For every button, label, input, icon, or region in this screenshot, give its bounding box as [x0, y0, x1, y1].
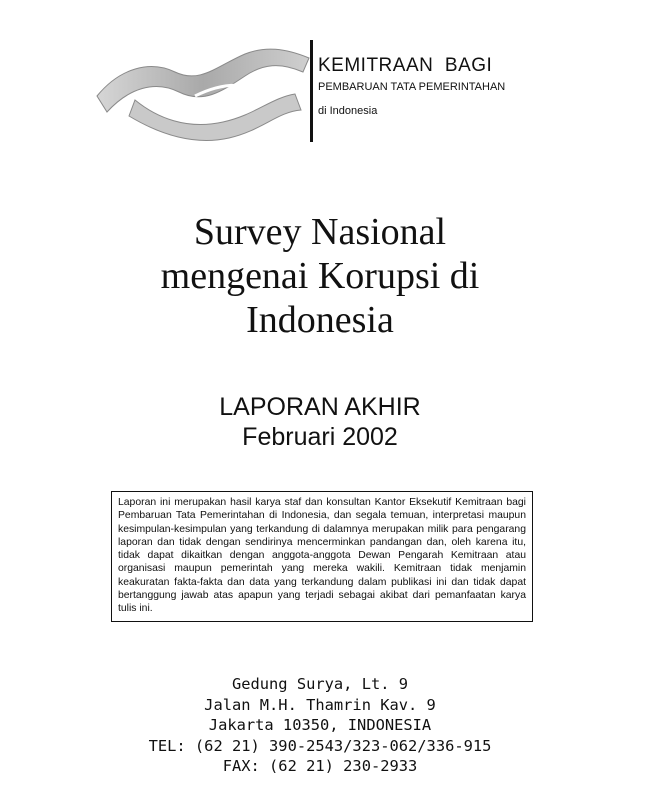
org-name-line1: KEMITRAAN BAGI	[318, 55, 493, 76]
document-title	[0, 210, 640, 342]
address-building: Gedung Surya, Lt. 9	[231, 675, 409, 693]
title-line1: Survey Nasional	[193, 211, 447, 253]
report-type: LAPORAN AKHIR	[219, 393, 421, 421]
address-city: Jakarta 10350, INDONESIA	[208, 716, 432, 734]
org-name-line3: di Indonesia	[318, 105, 378, 117]
organization-name	[318, 54, 505, 118]
address-street: Jalan M.H. Thamrin Kav. 9	[204, 695, 436, 714]
title-line3: Indonesia	[246, 299, 394, 341]
contact-address	[0, 674, 640, 777]
report-subtitle	[0, 392, 640, 452]
ribbon-flag-logo-icon	[95, 38, 310, 148]
report-date: Februari 2002	[242, 423, 398, 451]
header-divider	[310, 40, 313, 142]
address-fax: FAX: (62 21) 230-2933	[222, 757, 418, 775]
org-name-line2: PEMBARUAN TATA PEMERINTAHAN	[318, 81, 506, 93]
title-line2: mengenai Korupsi di	[160, 255, 480, 297]
disclaimer-box: Laporan ini merupakan hasil karya staf dan konsultan Kantor Eksekutif Kemitraan bagi Pembaruan Tata Pemerintahan di Indonesia, dan segala temuan, interpretasi maupun kesimpulan-kesimpulan yang terkandung di dalamnya merupakan milik para pengarang laporan dan tidak dengan sendirinya mencerminkan pandangan dan, oleh karena itu, tidak dapat dikaitkan dengan anggota-anggota Dewan Pengarah Kemitraan atau organisasi maupun pemerintah yang mereka wakili. Kemitraan tidak menjamin keakuratan fakta-fakta dan data yang terkandung dalam publikasi ini dan tidak dapat bertanggung jawab atas apapun yang terjadi sebagai akibat dari pemanfaatan karya tulis ini.	[111, 491, 533, 622]
address-telephone: TEL: (62 21) 390-2543/323-062/336-915	[148, 736, 492, 755]
